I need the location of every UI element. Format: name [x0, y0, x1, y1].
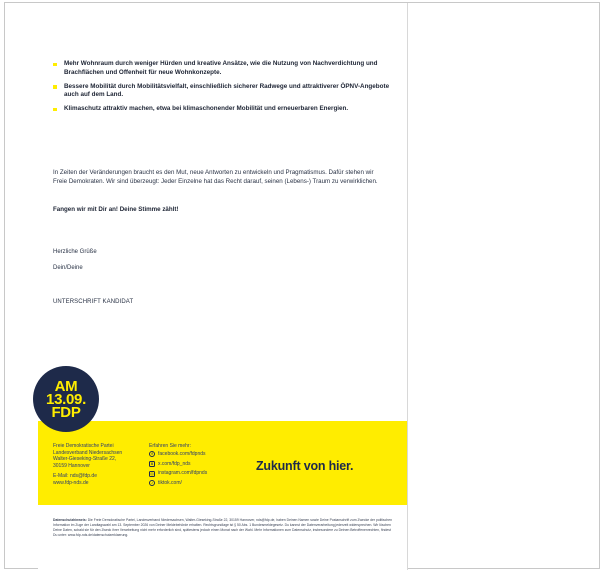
instagram-icon: ◎ [150, 470, 154, 476]
social-link-text: instagram.com/fdpnds [158, 470, 208, 477]
badge-party: FDP [51, 403, 81, 421]
social-heading: Erfahren Sie mehr: [149, 443, 191, 449]
bullet-list [53, 60, 393, 119]
social-link-instagram[interactable] [149, 469, 207, 479]
list-item [53, 83, 393, 101]
bullet-text: Klimaschutz attraktiv machen, etwa bei klimaschonender Mobilität und erneuerbaren Energien. [64, 105, 349, 113]
badge-date: 13.09. [46, 390, 86, 408]
address-line: Landesverband Niedersachsen [53, 449, 123, 456]
bullet-text: Bessere Mobilität durch Mobilitätsvielfalt, einschließlich sicherer Radwege und attraktiverer ÖPNV-Angebote auch auf dem Land. [64, 82, 390, 99]
call-to-action: Fangen wir mit Dir an! Deine Stimme zählt! [53, 206, 179, 213]
election-date-badge [33, 366, 99, 432]
facebook-icon: f [149, 451, 155, 457]
list-item [53, 105, 393, 114]
list-item [53, 60, 393, 78]
address-line: Walter-Gieseking-Straße 22, [53, 456, 117, 463]
website-text: www.fdp-nds.de [53, 479, 89, 486]
social-link-text: tiktok.com/ [158, 479, 182, 486]
bullet-text: Mehr Wohnraum durch weniger Hürden und kreative Ansätze, wie die Nutzung von Nachverdichtung und Brachflächen und Offenheit für neue Wohnkonzepte. [64, 60, 378, 76]
social-link-text: facebook.com/fdpnds [158, 451, 206, 458]
bullet-square-icon [53, 85, 57, 89]
social-link-text: x.com/fdp_nds [158, 460, 191, 467]
campaign-slogan: Zukunft von hier. [256, 459, 354, 473]
signature-placeholder: UNTERSCHRIFT KANDIDAT [53, 299, 134, 305]
social-link-x[interactable] [149, 459, 207, 469]
x-icon: X [150, 460, 154, 466]
tiktok-icon: ♪ [151, 480, 153, 486]
party-address [53, 443, 122, 487]
badge-line: AM [54, 377, 78, 395]
body-paragraph: In Zeiten der Veränderungen braucht es den Mut, neue Antworten zu entwickeln und Pragmatismus. Dafür stehen wir Freie Demokraten. Wir sind überzeugt: Jeder Einzelne hat das Recht darauf, seinen (Lebens-) Traum zu verwirklichen. [53, 169, 378, 185]
letter-panel [38, 3, 408, 570]
email-text: E-Mail: nds@fdp.de [53, 473, 97, 480]
signoff: Dein/Deine [53, 265, 83, 271]
footer-band [38, 421, 407, 505]
greeting: Herzliche Grüße [53, 249, 97, 255]
social-links [149, 443, 207, 488]
privacy-text: Die Freie Demokratische Partei, Landesverband Niedersachsen, Walter-Gieseking-Straße 22, 30159 Hannover, nds@fdp.de, haben Deinen Namen sowie Deine Postanschrift zum Zwecke der politischen Information im Zuge der Landtagswahl am 13. September 2026 von Deiner Meldebehörde erhalten. Rechtsgrundlage ist § 50 Abs. 1 Bundesmeldegesetz. Du kannst der Datenverarbeitung jederzeit widersprechen. Wir löschen Deine Daten, sobald sie für den Zweck ihrer Verarbeitung nicht mehr erforderlich sind, spätestens jedoch einen Monat nach der Wahl. Mehr Informationen zum Datenschutz, insbesondere zu Deinen Betroffenenrechten, findest Du unter: www.fdp-nds.de/datenschutzerklaerung. [53, 518, 392, 537]
page-sheet [4, 2, 600, 569]
address-line: 30159 Hannover [53, 462, 90, 469]
privacy-label: Datenschutzhinweis: [53, 518, 87, 522]
privacy-notice [53, 518, 393, 538]
social-link-facebook[interactable] [149, 450, 207, 460]
bullet-square-icon [53, 63, 57, 67]
address-line: Freie Demokratische Partei [53, 443, 114, 449]
bullet-square-icon [53, 108, 57, 112]
social-link-tiktok[interactable] [149, 478, 207, 488]
